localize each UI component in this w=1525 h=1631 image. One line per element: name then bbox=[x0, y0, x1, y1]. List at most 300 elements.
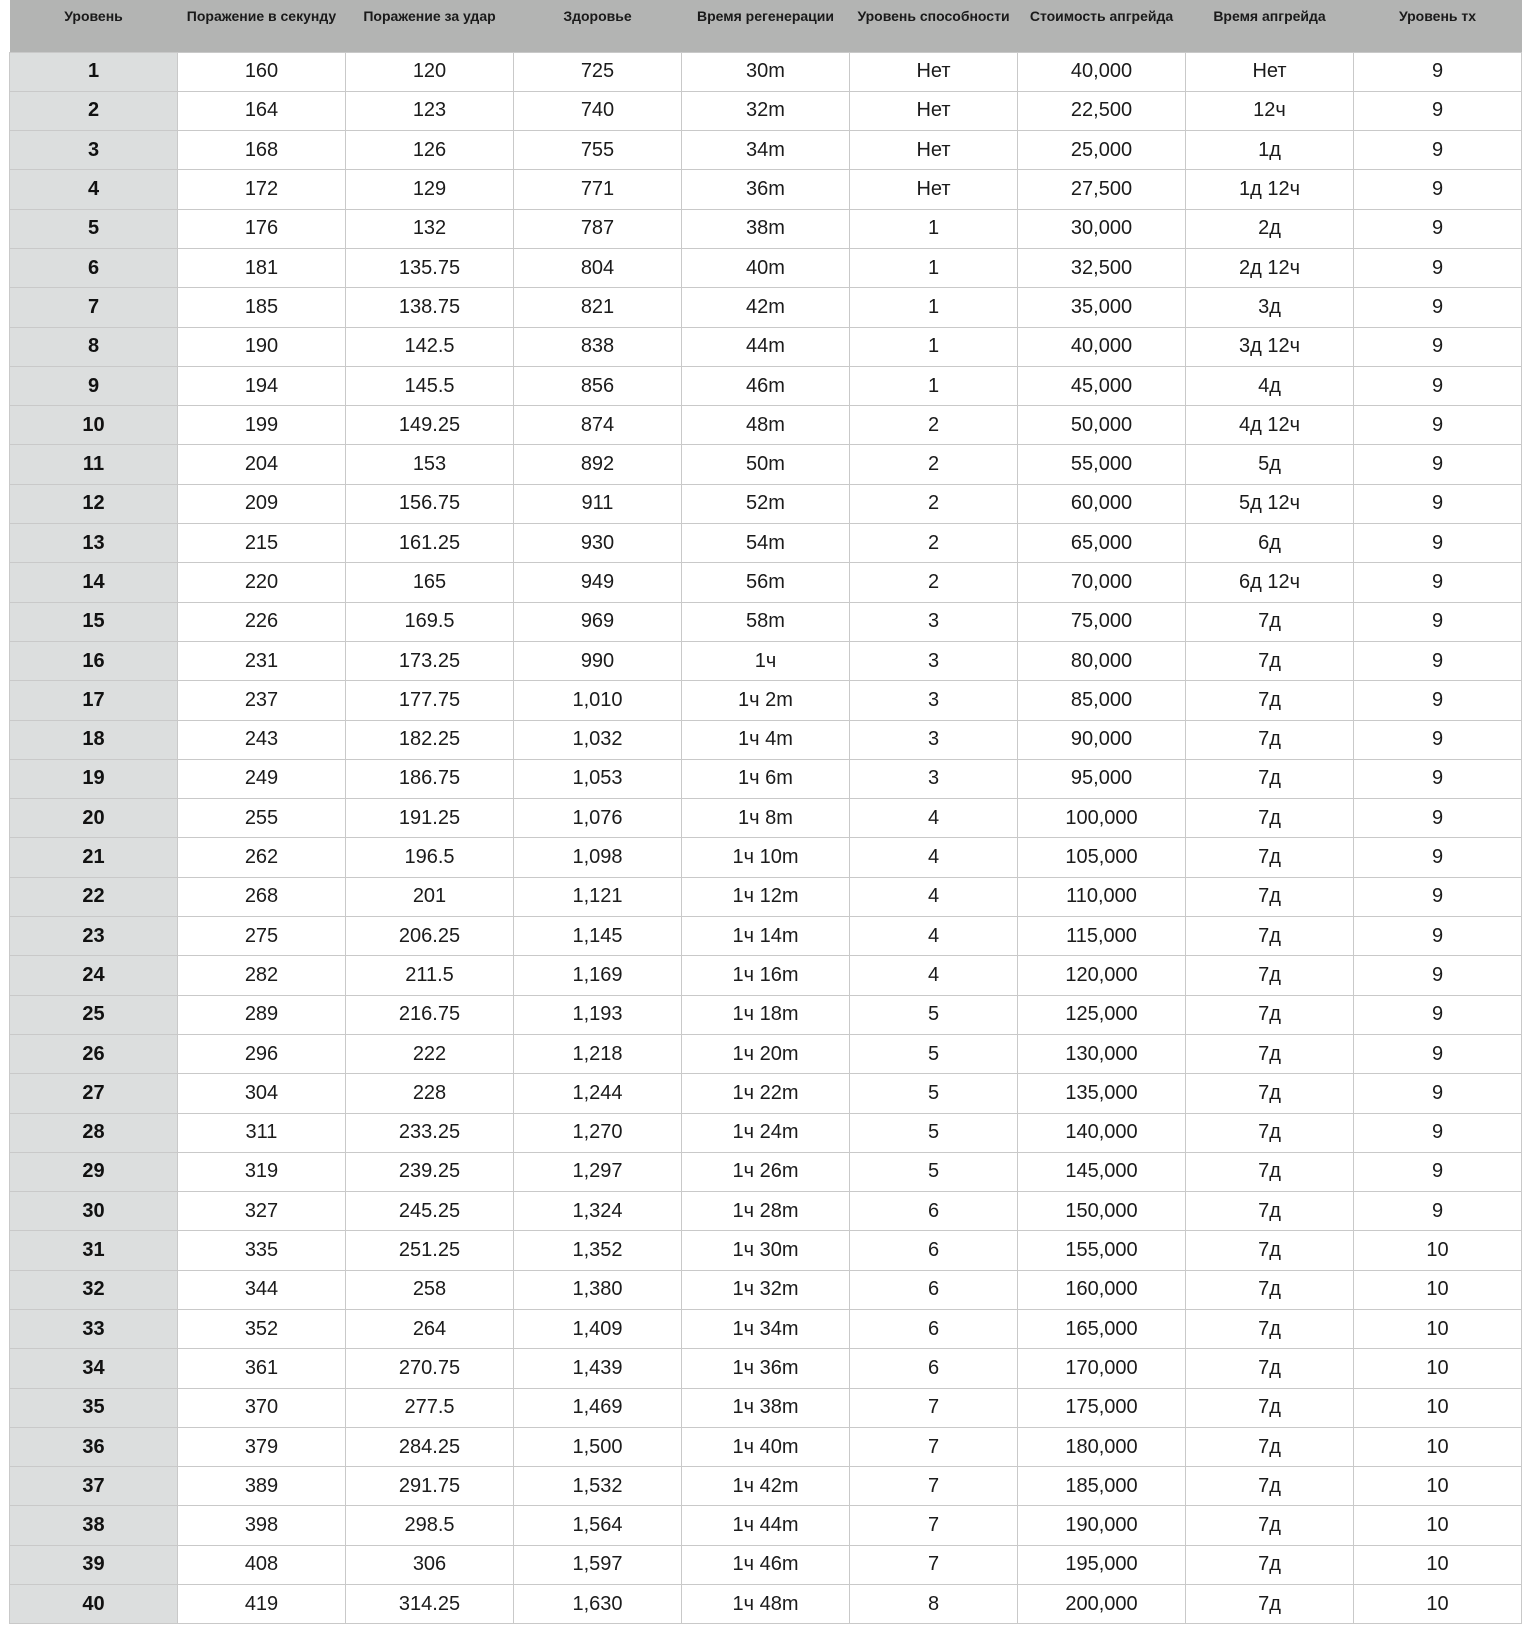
cell-ability-level: 7 bbox=[850, 1506, 1018, 1545]
cell-ability-level: 2 bbox=[850, 563, 1018, 602]
cell-upgrade-cost: 180,000 bbox=[1018, 1427, 1186, 1466]
cell-regen-time: 1ч 36m bbox=[682, 1349, 850, 1388]
cell-level: 7 bbox=[10, 288, 178, 327]
cell-damage-per-hit: 135.75 bbox=[346, 248, 514, 287]
header-row bbox=[10, 0, 1522, 52]
cell-upgrade-cost: 65,000 bbox=[1018, 524, 1186, 563]
table-row bbox=[10, 681, 1522, 720]
cell-regen-time: 1ч 2m bbox=[682, 681, 850, 720]
table-row bbox=[10, 1231, 1522, 1270]
table-row bbox=[10, 1349, 1522, 1388]
cell-health: 1,630 bbox=[514, 1585, 682, 1624]
cell-level: 17 bbox=[10, 681, 178, 720]
cell-regen-time: 1ч 8m bbox=[682, 799, 850, 838]
cell-regen-time: 54m bbox=[682, 524, 850, 563]
cell-th-level: 9 bbox=[1354, 366, 1522, 405]
cell-level: 14 bbox=[10, 563, 178, 602]
cell-th-level: 9 bbox=[1354, 1074, 1522, 1113]
header-ability-level: Уровень способности bbox=[850, 0, 1018, 52]
cell-regen-time: 1ч 6m bbox=[682, 759, 850, 798]
cell-upgrade-cost: 120,000 bbox=[1018, 956, 1186, 995]
cell-regen-time: 1ч 26m bbox=[682, 1152, 850, 1191]
cell-upgrade-time: 5д bbox=[1186, 445, 1354, 484]
cell-health: 838 bbox=[514, 327, 682, 366]
cell-upgrade-time: 7д bbox=[1186, 1034, 1354, 1073]
cell-level: 9 bbox=[10, 366, 178, 405]
table-row bbox=[10, 248, 1522, 287]
cell-ability-level: Нет bbox=[850, 91, 1018, 130]
cell-health: 1,032 bbox=[514, 720, 682, 759]
cell-upgrade-time: 7д bbox=[1186, 1231, 1354, 1270]
cell-health: 892 bbox=[514, 445, 682, 484]
header-damage-per-hit: Поражение за удар bbox=[346, 0, 514, 52]
table-row bbox=[10, 1034, 1522, 1073]
cell-level: 23 bbox=[10, 917, 178, 956]
cell-level: 34 bbox=[10, 1349, 178, 1388]
cell-ability-level: 4 bbox=[850, 838, 1018, 877]
cell-regen-time: 40m bbox=[682, 248, 850, 287]
cell-upgrade-time: 7д bbox=[1186, 1388, 1354, 1427]
cell-upgrade-cost: 60,000 bbox=[1018, 484, 1186, 523]
cell-th-level: 9 bbox=[1354, 484, 1522, 523]
cell-upgrade-time: 1д 12ч bbox=[1186, 170, 1354, 209]
cell-upgrade-time: 3д bbox=[1186, 288, 1354, 327]
cell-regen-time: 48m bbox=[682, 406, 850, 445]
table-row bbox=[10, 327, 1522, 366]
cell-upgrade-cost: 90,000 bbox=[1018, 720, 1186, 759]
cell-upgrade-time: 1д bbox=[1186, 131, 1354, 170]
cell-th-level: 9 bbox=[1354, 445, 1522, 484]
cell-ability-level: 2 bbox=[850, 524, 1018, 563]
cell-regen-time: 34m bbox=[682, 131, 850, 170]
cell-damage-per-hit: 291.75 bbox=[346, 1467, 514, 1506]
cell-th-level: 9 bbox=[1354, 602, 1522, 641]
cell-ability-level: 7 bbox=[850, 1427, 1018, 1466]
cell-health: 1,076 bbox=[514, 799, 682, 838]
cell-damage-per-hit: 177.75 bbox=[346, 681, 514, 720]
cell-upgrade-cost: 150,000 bbox=[1018, 1192, 1186, 1231]
cell-upgrade-time: 7д bbox=[1186, 956, 1354, 995]
cell-regen-time: 58m bbox=[682, 602, 850, 641]
cell-damage-per-hit: 239.25 bbox=[346, 1152, 514, 1191]
table-row bbox=[10, 917, 1522, 956]
cell-upgrade-time: 12ч bbox=[1186, 91, 1354, 130]
cell-upgrade-time: 7д bbox=[1186, 799, 1354, 838]
cell-upgrade-time: 7д bbox=[1186, 759, 1354, 798]
cell-th-level: 9 bbox=[1354, 641, 1522, 680]
cell-dps: 220 bbox=[178, 563, 346, 602]
cell-level: 22 bbox=[10, 877, 178, 916]
cell-ability-level: 2 bbox=[850, 484, 1018, 523]
cell-dps: 319 bbox=[178, 1152, 346, 1191]
cell-dps: 262 bbox=[178, 838, 346, 877]
cell-th-level: 9 bbox=[1354, 1192, 1522, 1231]
cell-ability-level: 3 bbox=[850, 641, 1018, 680]
header-upgrade-cost: Стоимость апгрейда bbox=[1018, 0, 1186, 52]
table-row bbox=[10, 445, 1522, 484]
cell-upgrade-cost: 130,000 bbox=[1018, 1034, 1186, 1073]
cell-damage-per-hit: 169.5 bbox=[346, 602, 514, 641]
cell-health: 1,439 bbox=[514, 1349, 682, 1388]
cell-health: 1,469 bbox=[514, 1388, 682, 1427]
table-row bbox=[10, 406, 1522, 445]
table-row bbox=[10, 1270, 1522, 1309]
cell-health: 1,145 bbox=[514, 917, 682, 956]
cell-regen-time: 1ч 4m bbox=[682, 720, 850, 759]
cell-damage-per-hit: 142.5 bbox=[346, 327, 514, 366]
table-row bbox=[10, 484, 1522, 523]
cell-dps: 185 bbox=[178, 288, 346, 327]
cell-regen-time: 1ч 46m bbox=[682, 1545, 850, 1584]
cell-ability-level: 5 bbox=[850, 995, 1018, 1034]
cell-dps: 249 bbox=[178, 759, 346, 798]
cell-upgrade-time: 7д bbox=[1186, 1349, 1354, 1388]
cell-th-level: 9 bbox=[1354, 52, 1522, 91]
table-row bbox=[10, 1585, 1522, 1624]
cell-ability-level: 7 bbox=[850, 1545, 1018, 1584]
cell-th-level: 9 bbox=[1354, 877, 1522, 916]
cell-dps: 164 bbox=[178, 91, 346, 130]
cell-th-level: 10 bbox=[1354, 1349, 1522, 1388]
table-row bbox=[10, 1113, 1522, 1152]
table-row bbox=[10, 209, 1522, 248]
table-row bbox=[10, 1388, 1522, 1427]
cell-ability-level: 1 bbox=[850, 288, 1018, 327]
cell-level: 38 bbox=[10, 1506, 178, 1545]
cell-health: 911 bbox=[514, 484, 682, 523]
cell-health: 969 bbox=[514, 602, 682, 641]
cell-level: 36 bbox=[10, 1427, 178, 1466]
cell-upgrade-cost: 165,000 bbox=[1018, 1310, 1186, 1349]
cell-upgrade-time: 7д bbox=[1186, 1585, 1354, 1624]
cell-dps: 398 bbox=[178, 1506, 346, 1545]
cell-upgrade-cost: 170,000 bbox=[1018, 1349, 1186, 1388]
cell-ability-level: Нет bbox=[850, 52, 1018, 91]
cell-dps: 268 bbox=[178, 877, 346, 916]
cell-ability-level: Нет bbox=[850, 170, 1018, 209]
cell-regen-time: 1ч 22m bbox=[682, 1074, 850, 1113]
cell-upgrade-cost: 200,000 bbox=[1018, 1585, 1186, 1624]
cell-level: 37 bbox=[10, 1467, 178, 1506]
cell-upgrade-cost: 55,000 bbox=[1018, 445, 1186, 484]
cell-damage-per-hit: 138.75 bbox=[346, 288, 514, 327]
cell-health: 755 bbox=[514, 131, 682, 170]
cell-level: 21 bbox=[10, 838, 178, 877]
cell-dps: 352 bbox=[178, 1310, 346, 1349]
header-health: Здоровье bbox=[514, 0, 682, 52]
cell-ability-level: 5 bbox=[850, 1152, 1018, 1191]
cell-damage-per-hit: 222 bbox=[346, 1034, 514, 1073]
cell-th-level: 10 bbox=[1354, 1310, 1522, 1349]
cell-th-level: 9 bbox=[1354, 799, 1522, 838]
cell-regen-time: 1ч 38m bbox=[682, 1388, 850, 1427]
cell-upgrade-cost: 30,000 bbox=[1018, 209, 1186, 248]
cell-health: 1,053 bbox=[514, 759, 682, 798]
cell-level: 1 bbox=[10, 52, 178, 91]
cell-dps: 181 bbox=[178, 248, 346, 287]
cell-upgrade-time: 7д bbox=[1186, 1074, 1354, 1113]
cell-dps: 361 bbox=[178, 1349, 346, 1388]
cell-ability-level: 8 bbox=[850, 1585, 1018, 1624]
cell-damage-per-hit: 186.75 bbox=[346, 759, 514, 798]
table-row bbox=[10, 563, 1522, 602]
table-row bbox=[10, 1192, 1522, 1231]
cell-upgrade-time: 7д bbox=[1186, 917, 1354, 956]
cell-upgrade-cost: 110,000 bbox=[1018, 877, 1186, 916]
cell-upgrade-cost: 145,000 bbox=[1018, 1152, 1186, 1191]
cell-damage-per-hit: 306 bbox=[346, 1545, 514, 1584]
cell-level: 28 bbox=[10, 1113, 178, 1152]
cell-damage-per-hit: 149.25 bbox=[346, 406, 514, 445]
cell-health: 1,500 bbox=[514, 1427, 682, 1466]
cell-ability-level: 3 bbox=[850, 759, 1018, 798]
cell-regen-time: 50m bbox=[682, 445, 850, 484]
cell-upgrade-time: 5д 12ч bbox=[1186, 484, 1354, 523]
cell-regen-time: 56m bbox=[682, 563, 850, 602]
cell-dps: 243 bbox=[178, 720, 346, 759]
cell-ability-level: 5 bbox=[850, 1034, 1018, 1073]
table-row bbox=[10, 1506, 1522, 1545]
cell-dps: 226 bbox=[178, 602, 346, 641]
cell-level: 11 bbox=[10, 445, 178, 484]
cell-damage-per-hit: 126 bbox=[346, 131, 514, 170]
cell-health: 787 bbox=[514, 209, 682, 248]
table-row bbox=[10, 170, 1522, 209]
cell-upgrade-time: 7д bbox=[1186, 1152, 1354, 1191]
cell-health: 740 bbox=[514, 91, 682, 130]
cell-upgrade-cost: 40,000 bbox=[1018, 52, 1186, 91]
cell-dps: 419 bbox=[178, 1585, 346, 1624]
cell-ability-level: 2 bbox=[850, 406, 1018, 445]
cell-level: 5 bbox=[10, 209, 178, 248]
cell-th-level: 9 bbox=[1354, 131, 1522, 170]
cell-health: 1,409 bbox=[514, 1310, 682, 1349]
cell-health: 1,193 bbox=[514, 995, 682, 1034]
cell-th-level: 9 bbox=[1354, 248, 1522, 287]
cell-dps: 335 bbox=[178, 1231, 346, 1270]
cell-health: 1,270 bbox=[514, 1113, 682, 1152]
cell-damage-per-hit: 264 bbox=[346, 1310, 514, 1349]
cell-ability-level: 2 bbox=[850, 445, 1018, 484]
cell-damage-per-hit: 314.25 bbox=[346, 1585, 514, 1624]
cell-damage-per-hit: 173.25 bbox=[346, 641, 514, 680]
cell-th-level: 9 bbox=[1354, 170, 1522, 209]
cell-health: 1,564 bbox=[514, 1506, 682, 1545]
cell-damage-per-hit: 298.5 bbox=[346, 1506, 514, 1545]
cell-dps: 304 bbox=[178, 1074, 346, 1113]
cell-health: 874 bbox=[514, 406, 682, 445]
cell-regen-time: 1ч 14m bbox=[682, 917, 850, 956]
cell-upgrade-cost: 50,000 bbox=[1018, 406, 1186, 445]
cell-th-level: 9 bbox=[1354, 1034, 1522, 1073]
cell-damage-per-hit: 129 bbox=[346, 170, 514, 209]
table-body bbox=[10, 52, 1522, 1624]
cell-th-level: 9 bbox=[1354, 956, 1522, 995]
cell-th-level: 10 bbox=[1354, 1388, 1522, 1427]
cell-regen-time: 1ч 48m bbox=[682, 1585, 850, 1624]
cell-damage-per-hit: 196.5 bbox=[346, 838, 514, 877]
cell-ability-level: 5 bbox=[850, 1074, 1018, 1113]
cell-regen-time: 46m bbox=[682, 366, 850, 405]
cell-regen-time: 42m bbox=[682, 288, 850, 327]
cell-dps: 209 bbox=[178, 484, 346, 523]
cell-damage-per-hit: 206.25 bbox=[346, 917, 514, 956]
table-row bbox=[10, 602, 1522, 641]
cell-ability-level: 6 bbox=[850, 1349, 1018, 1388]
table-row bbox=[10, 1152, 1522, 1191]
cell-regen-time: 1ч bbox=[682, 641, 850, 680]
table-row bbox=[10, 1545, 1522, 1584]
cell-upgrade-cost: 140,000 bbox=[1018, 1113, 1186, 1152]
cell-regen-time: 30m bbox=[682, 52, 850, 91]
cell-damage-per-hit: 123 bbox=[346, 91, 514, 130]
cell-upgrade-cost: 185,000 bbox=[1018, 1467, 1186, 1506]
table-row bbox=[10, 956, 1522, 995]
cell-health: 1,244 bbox=[514, 1074, 682, 1113]
cell-ability-level: 6 bbox=[850, 1231, 1018, 1270]
header-upgrade-time: Время апгрейда bbox=[1186, 0, 1354, 52]
cell-upgrade-cost: 135,000 bbox=[1018, 1074, 1186, 1113]
cell-damage-per-hit: 145.5 bbox=[346, 366, 514, 405]
cell-damage-per-hit: 191.25 bbox=[346, 799, 514, 838]
cell-regen-time: 1ч 20m bbox=[682, 1034, 850, 1073]
cell-health: 821 bbox=[514, 288, 682, 327]
cell-level: 26 bbox=[10, 1034, 178, 1073]
cell-th-level: 9 bbox=[1354, 327, 1522, 366]
cell-damage-per-hit: 216.75 bbox=[346, 995, 514, 1034]
level-stats-table bbox=[9, 0, 1522, 1624]
table-row bbox=[10, 877, 1522, 916]
table-row bbox=[10, 1074, 1522, 1113]
cell-upgrade-time: 3д 12ч bbox=[1186, 327, 1354, 366]
cell-damage-per-hit: 156.75 bbox=[346, 484, 514, 523]
cell-level: 39 bbox=[10, 1545, 178, 1584]
cell-ability-level: Нет bbox=[850, 131, 1018, 170]
table-row bbox=[10, 720, 1522, 759]
cell-regen-time: 1ч 28m bbox=[682, 1192, 850, 1231]
cell-damage-per-hit: 201 bbox=[346, 877, 514, 916]
cell-health: 1,098 bbox=[514, 838, 682, 877]
cell-health: 949 bbox=[514, 563, 682, 602]
cell-regen-time: 1ч 30m bbox=[682, 1231, 850, 1270]
cell-ability-level: 1 bbox=[850, 209, 1018, 248]
cell-dps: 194 bbox=[178, 366, 346, 405]
cell-ability-level: 6 bbox=[850, 1270, 1018, 1309]
cell-level: 16 bbox=[10, 641, 178, 680]
cell-health: 1,597 bbox=[514, 1545, 682, 1584]
cell-regen-time: 1ч 40m bbox=[682, 1427, 850, 1466]
cell-th-level: 9 bbox=[1354, 91, 1522, 130]
cell-upgrade-time: 6д 12ч bbox=[1186, 563, 1354, 602]
cell-th-level: 9 bbox=[1354, 524, 1522, 563]
cell-dps: 199 bbox=[178, 406, 346, 445]
cell-damage-per-hit: 153 bbox=[346, 445, 514, 484]
cell-upgrade-time: 7д bbox=[1186, 1270, 1354, 1309]
cell-upgrade-cost: 45,000 bbox=[1018, 366, 1186, 405]
cell-upgrade-cost: 100,000 bbox=[1018, 799, 1186, 838]
cell-upgrade-time: 7д bbox=[1186, 995, 1354, 1034]
cell-th-level: 9 bbox=[1354, 681, 1522, 720]
table-row bbox=[10, 641, 1522, 680]
cell-th-level: 9 bbox=[1354, 1113, 1522, 1152]
cell-level: 24 bbox=[10, 956, 178, 995]
cell-damage-per-hit: 233.25 bbox=[346, 1113, 514, 1152]
table-row bbox=[10, 1427, 1522, 1466]
cell-upgrade-cost: 160,000 bbox=[1018, 1270, 1186, 1309]
cell-upgrade-time: 7д bbox=[1186, 1467, 1354, 1506]
cell-regen-time: 36m bbox=[682, 170, 850, 209]
cell-upgrade-time: 7д bbox=[1186, 1506, 1354, 1545]
cell-upgrade-time: 2д bbox=[1186, 209, 1354, 248]
cell-level: 32 bbox=[10, 1270, 178, 1309]
cell-upgrade-cost: 125,000 bbox=[1018, 995, 1186, 1034]
cell-upgrade-time: 7д bbox=[1186, 838, 1354, 877]
cell-regen-time: 1ч 16m bbox=[682, 956, 850, 995]
cell-dps: 275 bbox=[178, 917, 346, 956]
cell-upgrade-time: 7д bbox=[1186, 641, 1354, 680]
table-row bbox=[10, 52, 1522, 91]
cell-th-level: 9 bbox=[1354, 563, 1522, 602]
cell-upgrade-cost: 70,000 bbox=[1018, 563, 1186, 602]
cell-upgrade-cost: 80,000 bbox=[1018, 641, 1186, 680]
cell-damage-per-hit: 270.75 bbox=[346, 1349, 514, 1388]
table-row bbox=[10, 1310, 1522, 1349]
cell-upgrade-cost: 27,500 bbox=[1018, 170, 1186, 209]
cell-health: 1,532 bbox=[514, 1467, 682, 1506]
header-regen-time: Время регенерации bbox=[682, 0, 850, 52]
cell-regen-time: 1ч 10m bbox=[682, 838, 850, 877]
cell-upgrade-time: 7д bbox=[1186, 1192, 1354, 1231]
cell-level: 8 bbox=[10, 327, 178, 366]
cell-ability-level: 5 bbox=[850, 1113, 1018, 1152]
cell-ability-level: 3 bbox=[850, 602, 1018, 641]
cell-regen-time: 32m bbox=[682, 91, 850, 130]
cell-regen-time: 52m bbox=[682, 484, 850, 523]
cell-level: 12 bbox=[10, 484, 178, 523]
cell-upgrade-time: 7д bbox=[1186, 602, 1354, 641]
cell-level: 40 bbox=[10, 1585, 178, 1624]
cell-level: 18 bbox=[10, 720, 178, 759]
cell-regen-time: 38m bbox=[682, 209, 850, 248]
cell-level: 20 bbox=[10, 799, 178, 838]
cell-level: 10 bbox=[10, 406, 178, 445]
cell-damage-per-hit: 284.25 bbox=[346, 1427, 514, 1466]
cell-ability-level: 4 bbox=[850, 799, 1018, 838]
cell-upgrade-cost: 32,500 bbox=[1018, 248, 1186, 287]
cell-dps: 237 bbox=[178, 681, 346, 720]
cell-ability-level: 3 bbox=[850, 720, 1018, 759]
cell-level: 19 bbox=[10, 759, 178, 798]
cell-regen-time: 1ч 34m bbox=[682, 1310, 850, 1349]
cell-th-level: 10 bbox=[1354, 1545, 1522, 1584]
cell-damage-per-hit: 211.5 bbox=[346, 956, 514, 995]
cell-upgrade-cost: 40,000 bbox=[1018, 327, 1186, 366]
cell-upgrade-cost: 175,000 bbox=[1018, 1388, 1186, 1427]
cell-dps: 311 bbox=[178, 1113, 346, 1152]
cell-level: 2 bbox=[10, 91, 178, 130]
cell-health: 1,352 bbox=[514, 1231, 682, 1270]
cell-th-level: 9 bbox=[1354, 720, 1522, 759]
cell-dps: 327 bbox=[178, 1192, 346, 1231]
cell-health: 1,324 bbox=[514, 1192, 682, 1231]
cell-th-level: 10 bbox=[1354, 1585, 1522, 1624]
cell-ability-level: 4 bbox=[850, 877, 1018, 916]
cell-ability-level: 6 bbox=[850, 1310, 1018, 1349]
cell-level: 25 bbox=[10, 995, 178, 1034]
cell-upgrade-time: 7д bbox=[1186, 720, 1354, 759]
cell-damage-per-hit: 165 bbox=[346, 563, 514, 602]
cell-th-level: 9 bbox=[1354, 759, 1522, 798]
